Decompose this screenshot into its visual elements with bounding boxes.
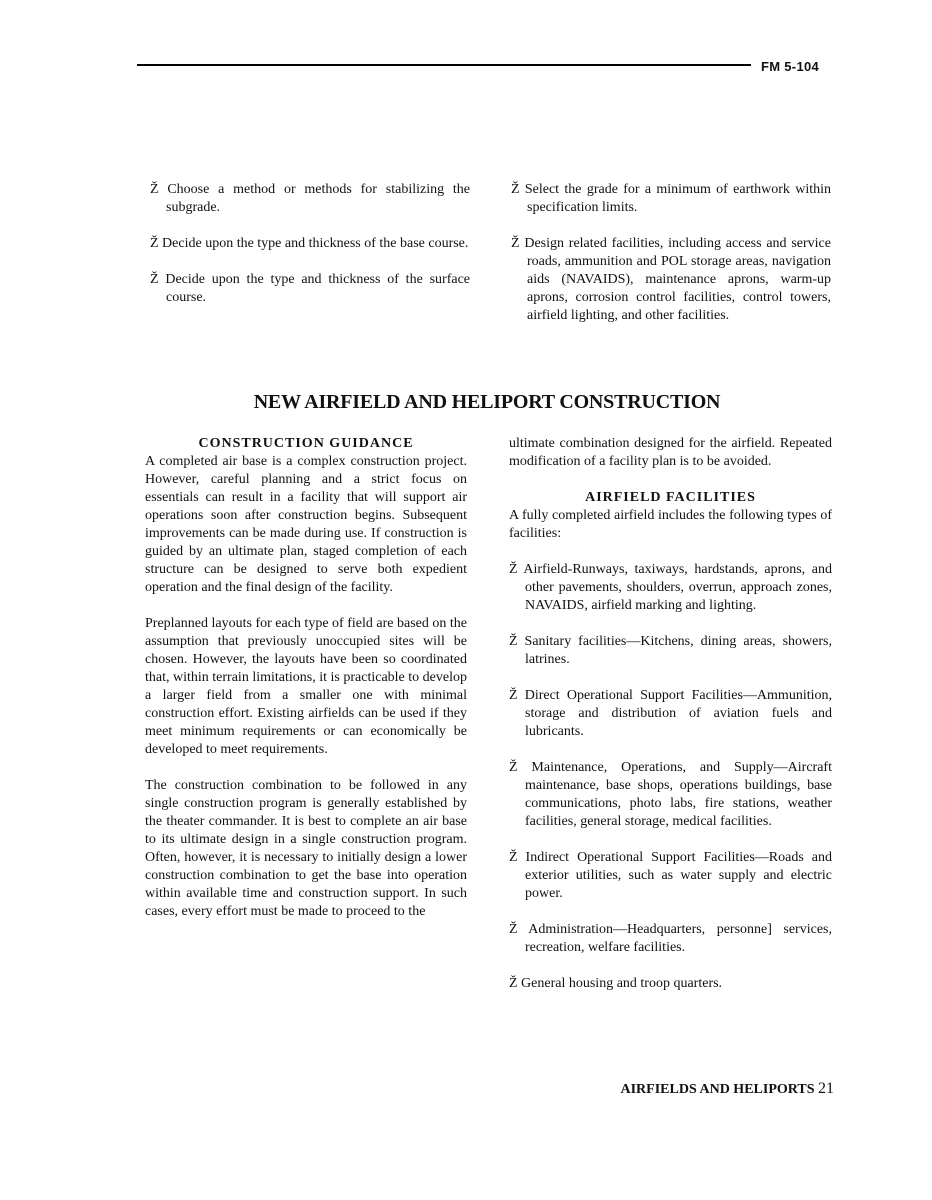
facility-item: Ž Administration—Headquarters, personne] services, recreation, welfare facilities. (509, 922, 832, 955)
section-title: NEW AIRFIELD AND HELIPORT CONSTRUCTION (253, 391, 721, 413)
bullet-item: Ž Select the grade for a minimum of earthwork within specification limits. (511, 182, 831, 215)
facilities-heading: AIRFIELD FACILITIES (585, 490, 756, 505)
facilities-intro: A fully completed airfield includes the following types of facilities: (509, 508, 832, 541)
bullet-item: Ž Design related facilities, including access and service roads, ammunition and POL storage areas, navigation aids (NAVAIDS), maintenance aprons, warm-up aprons, corrosion control facilities, control towers, airfield lighting, and other facilities. (511, 236, 831, 323)
facility-item: Ž Sanitary facilities—Kitchens, dining areas, showers, latrines. (509, 634, 832, 667)
manual-code: FM 5-104 (761, 59, 820, 74)
guidance-paragraph: Preplanned layouts for each type of field are based on the assumption that previously unoccupied sites will be chosen. However, the layouts have been so coordinated that, within terrain limitations, it is practicable to develop a larger field from a smaller one with minimal construction effort. Existing airfields can be used if they meet minimum requirements or can economically be developed to meet requirements. (145, 616, 467, 757)
guidance-paragraph: The construction combination to be followed in any single construction program is generally established by the theater commander. It is best to complete an air base to its ultimate design in a single construction program. Often, however, it is necessary to initially design a lower construction combination to get the base into operation within available time and construction support. In such cases, every effort must be made to proceed to the (145, 778, 467, 919)
guidance-continuation: ultimate combination designed for the airfield. Repeated modification of a facility plan is to be avoided. (509, 436, 832, 469)
bullet-item: Ž Choose a method or methods for stabilizing the subgrade. (150, 182, 470, 215)
facility-item: Ž Indirect Operational Support Facilities—Roads and exterior utilities, such as water supply and electric power. (509, 850, 832, 901)
guidance-column (145, 435, 467, 921)
bullet-item: Ž Decide upon the type and thickness of the surface course. (150, 272, 470, 305)
top-right-bullets (511, 181, 831, 325)
header-rule (137, 64, 751, 66)
page-number: 21 (818, 1080, 834, 1097)
top-left-bullets (150, 181, 470, 307)
guidance-heading: CONSTRUCTION GUIDANCE (198, 436, 414, 451)
facility-item: Ž Direct Operational Support Facilities—Ammunition, storage and distribution of aviation fuels and lubricants. (509, 688, 832, 739)
facility-item: Ž Airfield-Runways, taxiways, hardstands, aprons, and other pavements, shoulders, overrun, approach zones, NAVAIDS, airfield marking and lighting. (509, 562, 832, 613)
bullet-item: Ž Decide upon the type and thickness of the base course. (150, 236, 469, 251)
footer-label: AIRFIELDS AND HELIPORTS (620, 1082, 815, 1097)
facilities-column (509, 435, 832, 993)
facility-item: Ž General housing and troop quarters. (509, 976, 723, 991)
facility-item: Ž Maintenance, Operations, and Supply—Aircraft maintenance, base shops, operations buildings, base communications, photo labs, fire stations, weather facilities, general storage, medical facilities. (509, 760, 832, 829)
page-footer (621, 1080, 835, 1099)
guidance-paragraph: A completed air base is a complex construction project. However, careful planning and a strict focus on essentials can result in a facility that will support air operations soon after construction begins. Subsequent improvements can be made during use. If construction is guided by an ultimate plan, staged completion of each structure can be designed to serve both expedient operation and the final design of the facility. (145, 454, 467, 595)
